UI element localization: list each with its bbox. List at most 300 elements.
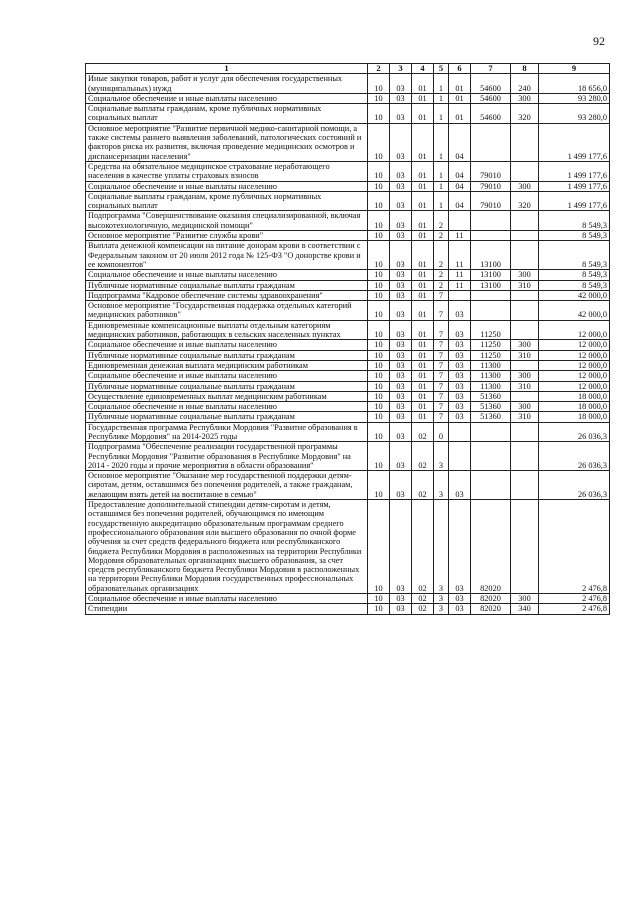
expense-type-code-cell	[511, 123, 539, 161]
table-row	[86, 211, 610, 231]
column-header-9: 9	[539, 64, 610, 74]
event-code-cell: 01	[449, 104, 471, 124]
subprogram-code-cell: 7	[434, 402, 449, 412]
expense-type-code-cell: 310	[511, 381, 539, 391]
column-header-7: 7	[471, 64, 511, 74]
pr-code-cell: 03	[390, 301, 412, 321]
expense-type-code-cell	[511, 422, 539, 442]
pr-code-cell: 03	[390, 211, 412, 231]
amount-cell: 12 000,0	[539, 371, 610, 381]
amount-cell: 2 476,8	[539, 594, 610, 604]
event-code-cell	[449, 442, 471, 471]
program-code-cell: 02	[412, 594, 434, 604]
event-code-cell: 03	[449, 301, 471, 321]
program-code-cell: 01	[412, 74, 434, 94]
amount-cell: 8 549,3	[539, 270, 610, 280]
amount-cell: 2 476,8	[539, 604, 610, 614]
subprogram-code-cell: 1	[434, 161, 449, 181]
program-code-cell: 01	[412, 381, 434, 391]
event-code-cell	[449, 211, 471, 231]
direction-code-cell: 82020	[471, 604, 511, 614]
rz-code-cell: 10	[368, 74, 390, 94]
direction-code-cell: 11250	[471, 350, 511, 360]
program-code-cell: 01	[412, 280, 434, 290]
program-code-cell: 01	[412, 191, 434, 211]
table-row	[86, 320, 610, 340]
amount-cell: 1 499 177,6	[539, 123, 610, 161]
rz-code-cell: 10	[368, 231, 390, 241]
table-row	[86, 350, 610, 360]
table-header-row	[86, 64, 610, 74]
subprogram-code-cell: 2	[434, 270, 449, 280]
expense-type-code-cell	[511, 500, 539, 594]
pr-code-cell: 03	[390, 320, 412, 340]
pr-code-cell: 03	[390, 191, 412, 211]
amount-cell: 42 000,0	[539, 301, 610, 321]
pr-code-cell: 03	[390, 231, 412, 241]
expense-type-code-cell: 310	[511, 412, 539, 422]
row-name-cell: Публичные нормативные социальные выплаты гражданам	[86, 280, 368, 290]
program-code-cell: 01	[412, 350, 434, 360]
table-row	[86, 280, 610, 290]
expense-type-code-cell: 300	[511, 270, 539, 280]
rz-code-cell: 10	[368, 381, 390, 391]
pr-code-cell: 03	[390, 161, 412, 181]
amount-cell: 18 656,0	[539, 74, 610, 94]
expense-type-code-cell	[511, 320, 539, 340]
column-header-6: 6	[449, 64, 471, 74]
direction-code-cell	[471, 290, 511, 300]
program-code-cell: 01	[412, 412, 434, 422]
pr-code-cell: 03	[390, 241, 412, 270]
table-row	[86, 340, 610, 350]
expense-type-code-cell: 320	[511, 104, 539, 124]
rz-code-cell: 10	[368, 123, 390, 161]
subprogram-code-cell: 3	[434, 442, 449, 471]
expense-type-code-cell: 300	[511, 93, 539, 103]
pr-code-cell: 03	[390, 104, 412, 124]
rz-code-cell: 10	[368, 594, 390, 604]
table-row	[86, 594, 610, 604]
amount-cell: 26 036,3	[539, 442, 610, 471]
row-name-cell: Предоставление дополнительной стипендии детям-сиротам и детям, оставшимся без попечения родителей, обучающимся по имеющим государственную аккредитацию образовательным программам среднего профессионального образования или высшего образования по очной форме обучения за счет средств федерального бюджета или республиканского бюджета Республики Мордовия в расположенных на территории Республики Мордовия образовательных организациях высшего образования, за счет средств республиканского бюджета Республики Мордовия в расположенных на территории Республики Мордовия государственных профессиональных образовательных организациях	[86, 500, 368, 594]
subprogram-code-cell: 3	[434, 594, 449, 604]
table-row	[86, 442, 610, 471]
amount-cell: 2 476,8	[539, 500, 610, 594]
column-header-8: 8	[511, 64, 539, 74]
expense-type-code-cell: 310	[511, 350, 539, 360]
amount-cell: 1 499 177,6	[539, 191, 610, 211]
rz-code-cell: 10	[368, 301, 390, 321]
event-code-cell: 04	[449, 181, 471, 191]
event-code-cell: 03	[449, 371, 471, 381]
column-header-1: 1	[86, 64, 368, 74]
pr-code-cell: 03	[390, 74, 412, 94]
expense-type-code-cell: 240	[511, 74, 539, 94]
direction-code-cell: 51360	[471, 412, 511, 422]
amount-cell: 8 549,3	[539, 231, 610, 241]
pr-code-cell: 03	[390, 181, 412, 191]
row-name-cell: Социальное обеспечение и иные выплаты населению	[86, 93, 368, 103]
event-code-cell: 04	[449, 161, 471, 181]
amount-cell: 1 499 177,6	[539, 161, 610, 181]
row-name-cell: Социальное обеспечение и иные выплаты населению	[86, 181, 368, 191]
amount-cell: 12 000,0	[539, 350, 610, 360]
subprogram-code-cell: 7	[434, 340, 449, 350]
program-code-cell: 01	[412, 211, 434, 231]
rz-code-cell: 10	[368, 270, 390, 280]
row-name-cell: Иные закупки товаров, работ и услуг для обеспечения государственных (муниципальных) нужд	[86, 74, 368, 94]
program-code-cell: 02	[412, 604, 434, 614]
pr-code-cell: 03	[390, 350, 412, 360]
table-row	[86, 391, 610, 401]
pr-code-cell: 03	[390, 500, 412, 594]
program-code-cell: 01	[412, 270, 434, 280]
subprogram-code-cell: 2	[434, 231, 449, 241]
rz-code-cell: 10	[368, 350, 390, 360]
subprogram-code-cell: 3	[434, 500, 449, 594]
event-code-cell: 03	[449, 500, 471, 594]
program-code-cell: 01	[412, 301, 434, 321]
amount-cell: 1 499 177,6	[539, 181, 610, 191]
table-row	[86, 381, 610, 391]
pr-code-cell: 03	[390, 422, 412, 442]
row-name-cell: Выплата денежной компенсации на питание донорам крови в соответствии с Федеральным законом от 20 июля 2012 года № 125-ФЗ "О донорстве крови и ее компонентов"	[86, 241, 368, 270]
amount-cell: 12 000,0	[539, 340, 610, 350]
event-code-cell: 03	[449, 320, 471, 340]
table-row	[86, 93, 610, 103]
amount-cell: 12 000,0	[539, 360, 610, 370]
amount-cell: 93 280,0	[539, 93, 610, 103]
rz-code-cell: 10	[368, 422, 390, 442]
subprogram-code-cell: 7	[434, 360, 449, 370]
expense-type-code-cell: 300	[511, 340, 539, 350]
amount-cell: 8 549,3	[539, 241, 610, 270]
amount-cell: 93 280,0	[539, 104, 610, 124]
amount-cell: 18 000,0	[539, 402, 610, 412]
event-code-cell: 11	[449, 270, 471, 280]
event-code-cell: 03	[449, 471, 471, 500]
event-code-cell: 03	[449, 381, 471, 391]
pr-code-cell: 03	[390, 412, 412, 422]
program-code-cell: 02	[412, 442, 434, 471]
rz-code-cell: 10	[368, 442, 390, 471]
program-code-cell: 02	[412, 422, 434, 442]
subprogram-code-cell: 7	[434, 412, 449, 422]
row-name-cell: Социальное обеспечение и иные выплаты населению	[86, 402, 368, 412]
pr-code-cell: 03	[390, 471, 412, 500]
expense-type-code-cell	[511, 442, 539, 471]
table-row	[86, 360, 610, 370]
program-code-cell: 01	[412, 402, 434, 412]
table-row	[86, 231, 610, 241]
direction-code-cell: 82020	[471, 500, 511, 594]
subprogram-code-cell: 7	[434, 301, 449, 321]
column-header-4: 4	[412, 64, 434, 74]
subprogram-code-cell: 0	[434, 422, 449, 442]
subprogram-code-cell: 1	[434, 123, 449, 161]
rz-code-cell: 10	[368, 191, 390, 211]
direction-code-cell	[471, 422, 511, 442]
rz-code-cell: 10	[368, 371, 390, 381]
event-code-cell: 03	[449, 391, 471, 401]
table-row	[86, 161, 610, 181]
program-code-cell: 01	[412, 241, 434, 270]
program-code-cell: 01	[412, 391, 434, 401]
amount-cell: 26 036,3	[539, 471, 610, 500]
pr-code-cell: 03	[390, 604, 412, 614]
event-code-cell: 11	[449, 231, 471, 241]
event-code-cell: 03	[449, 350, 471, 360]
direction-code-cell: 13100	[471, 241, 511, 270]
expense-type-code-cell	[511, 471, 539, 500]
amount-cell: 18 000,0	[539, 412, 610, 422]
table-row	[86, 123, 610, 161]
table-row	[86, 301, 610, 321]
row-name-cell: Социальные выплаты гражданам, кроме публичных нормативных социальных выплат	[86, 104, 368, 124]
direction-code-cell: 11250	[471, 340, 511, 350]
row-name-cell: Средства на обязательное медицинское страхование неработающего населения в качестве уплаты страховых взносов	[86, 161, 368, 181]
row-name-cell: Стипендии	[86, 604, 368, 614]
rz-code-cell: 10	[368, 500, 390, 594]
row-name-cell: Социальное обеспечение и иные выплаты населению	[86, 270, 368, 280]
row-name-cell: Подпрограмма "Совершенствование оказания специализированной, включая высокотехнологичную, медицинской помощи"	[86, 211, 368, 231]
pr-code-cell: 03	[390, 402, 412, 412]
pr-code-cell: 03	[390, 123, 412, 161]
rz-code-cell: 10	[368, 320, 390, 340]
table-row	[86, 74, 610, 94]
row-name-cell: Социальное обеспечение и иные выплаты населению	[86, 371, 368, 381]
program-code-cell: 01	[412, 371, 434, 381]
expense-type-code-cell	[511, 391, 539, 401]
direction-code-cell: 11300	[471, 371, 511, 381]
expense-type-code-cell	[511, 360, 539, 370]
subprogram-code-cell: 2	[434, 211, 449, 231]
direction-code-cell: 82020	[471, 594, 511, 604]
subprogram-code-cell: 7	[434, 350, 449, 360]
expense-type-code-cell	[511, 241, 539, 270]
column-header-2: 2	[368, 64, 390, 74]
rz-code-cell: 10	[368, 391, 390, 401]
program-code-cell: 02	[412, 471, 434, 500]
direction-code-cell: 13100	[471, 280, 511, 290]
pr-code-cell: 03	[390, 381, 412, 391]
event-code-cell	[449, 422, 471, 442]
expense-type-code-cell	[511, 211, 539, 231]
column-header-5: 5	[434, 64, 449, 74]
subprogram-code-cell: 1	[434, 93, 449, 103]
expense-type-code-cell: 300	[511, 594, 539, 604]
rz-code-cell: 10	[368, 104, 390, 124]
row-name-cell: Социальное обеспечение и иные выплаты населению	[86, 594, 368, 604]
event-code-cell: 03	[449, 402, 471, 412]
amount-cell: 8 549,3	[539, 211, 610, 231]
event-code-cell: 04	[449, 123, 471, 161]
direction-code-cell	[471, 301, 511, 321]
row-name-cell: Государственная программа Республики Мордовия "Развитие образования в Республике Мордовия" на 2014-2025 годы	[86, 422, 368, 442]
direction-code-cell: 51360	[471, 391, 511, 401]
pr-code-cell: 03	[390, 280, 412, 290]
row-name-cell: Единовременные компенсационные выплаты отдельным категориям медицинских работников, работающих в сельских населенных пунктах	[86, 320, 368, 340]
rz-code-cell: 10	[368, 211, 390, 231]
program-code-cell: 01	[412, 320, 434, 340]
subprogram-code-cell: 3	[434, 604, 449, 614]
rz-code-cell: 10	[368, 181, 390, 191]
row-name-cell: Осуществление единовременных выплат медицинским работникам	[86, 391, 368, 401]
program-code-cell: 01	[412, 340, 434, 350]
program-code-cell: 01	[412, 161, 434, 181]
table-row	[86, 500, 610, 594]
subprogram-code-cell: 7	[434, 290, 449, 300]
column-header-3: 3	[390, 64, 412, 74]
subprogram-code-cell: 1	[434, 104, 449, 124]
expense-type-code-cell: 320	[511, 191, 539, 211]
direction-code-cell: 13100	[471, 270, 511, 280]
pr-code-cell: 03	[390, 290, 412, 300]
row-name-cell: Основное мероприятие "Государственная поддержка отдельных категорий медицинских работников"	[86, 301, 368, 321]
direction-code-cell	[471, 471, 511, 500]
direction-code-cell: 79010	[471, 181, 511, 191]
event-code-cell	[449, 290, 471, 300]
pr-code-cell: 03	[390, 270, 412, 280]
rz-code-cell: 10	[368, 604, 390, 614]
event-code-cell: 03	[449, 360, 471, 370]
row-name-cell: Основное мероприятие "Развитие первичной медико-санитарной помощи, а также системы раннего выявления заболеваний, патологических состояний и факторов риска их развития, включая проведение медицинских осмотров и диспансеризации населения"	[86, 123, 368, 161]
table-row	[86, 422, 610, 442]
event-code-cell: 04	[449, 191, 471, 211]
table-row	[86, 371, 610, 381]
pr-code-cell: 03	[390, 594, 412, 604]
subprogram-code-cell: 3	[434, 471, 449, 500]
pr-code-cell: 03	[390, 93, 412, 103]
subprogram-code-cell: 1	[434, 181, 449, 191]
rz-code-cell: 10	[368, 93, 390, 103]
amount-cell: 12 000,0	[539, 320, 610, 340]
expense-type-code-cell: 340	[511, 604, 539, 614]
direction-code-cell: 11300	[471, 360, 511, 370]
program-code-cell: 01	[412, 290, 434, 300]
pr-code-cell: 03	[390, 371, 412, 381]
row-name-cell: Подпрограмма "Обеспечение реализации государственной программы Республики Мордовия "Развитие образования в Республике Мордовия" на 2014 - 2020 годы и прочие мероприятия в области образования"	[86, 442, 368, 471]
subprogram-code-cell: 7	[434, 381, 449, 391]
table-row	[86, 471, 610, 500]
direction-code-cell	[471, 231, 511, 241]
direction-code-cell: 54600	[471, 104, 511, 124]
amount-cell: 26 036,3	[539, 422, 610, 442]
row-name-cell: Социальные выплаты гражданам, кроме публичных нормативных социальных выплат	[86, 191, 368, 211]
subprogram-code-cell: 1	[434, 191, 449, 211]
event-code-cell: 01	[449, 93, 471, 103]
direction-code-cell	[471, 211, 511, 231]
expense-type-code-cell	[511, 231, 539, 241]
program-code-cell: 02	[412, 500, 434, 594]
program-code-cell: 01	[412, 231, 434, 241]
table-body	[86, 74, 610, 614]
direction-code-cell: 11250	[471, 320, 511, 340]
row-name-cell: Основное мероприятие "Развитие службы крови"	[86, 231, 368, 241]
rz-code-cell: 10	[368, 360, 390, 370]
expense-type-code-cell: 300	[511, 402, 539, 412]
amount-cell: 18 000,0	[539, 391, 610, 401]
event-code-cell: 01	[449, 74, 471, 94]
event-code-cell: 03	[449, 412, 471, 422]
direction-code-cell	[471, 442, 511, 471]
rz-code-cell: 10	[368, 241, 390, 270]
subprogram-code-cell: 1	[434, 74, 449, 94]
row-name-cell: Подпрограмма "Кадровое обеспечение системы здравоохранения"	[86, 290, 368, 300]
expense-type-code-cell	[511, 161, 539, 181]
rz-code-cell: 10	[368, 471, 390, 500]
expense-type-code-cell: 300	[511, 371, 539, 381]
table-row	[86, 191, 610, 211]
subprogram-code-cell: 7	[434, 391, 449, 401]
subprogram-code-cell: 2	[434, 241, 449, 270]
rz-code-cell: 10	[368, 161, 390, 181]
event-code-cell: 11	[449, 241, 471, 270]
rz-code-cell: 10	[368, 412, 390, 422]
direction-code-cell: 11300	[471, 381, 511, 391]
direction-code-cell: 79010	[471, 161, 511, 181]
pr-code-cell: 03	[390, 360, 412, 370]
table-row	[86, 412, 610, 422]
rz-code-cell: 10	[368, 402, 390, 412]
pr-code-cell: 03	[390, 442, 412, 471]
direction-code-cell: 54600	[471, 74, 511, 94]
table-row	[86, 241, 610, 270]
direction-code-cell: 79010	[471, 191, 511, 211]
table-row	[86, 402, 610, 412]
pr-code-cell: 03	[390, 340, 412, 350]
event-code-cell: 03	[449, 604, 471, 614]
event-code-cell: 03	[449, 340, 471, 350]
row-name-cell: Единовременная денежная выплата медицинским работникам	[86, 360, 368, 370]
expense-type-code-cell	[511, 290, 539, 300]
table-row	[86, 181, 610, 191]
amount-cell: 42 000,0	[539, 290, 610, 300]
pr-code-cell: 03	[390, 391, 412, 401]
subprogram-code-cell: 7	[434, 371, 449, 381]
row-name-cell: Основное мероприятие "Оказание мер государственной поддержки детям-сиротам, детям, оставшимся без попечения родителей, а также гражданам, желающим взять детей на воспитание в семью"	[86, 471, 368, 500]
table-row	[86, 104, 610, 124]
event-code-cell: 11	[449, 280, 471, 290]
direction-code-cell: 54600	[471, 93, 511, 103]
expense-type-code-cell: 300	[511, 181, 539, 191]
program-code-cell: 01	[412, 181, 434, 191]
page-number: 92	[593, 34, 605, 48]
row-name-cell: Публичные нормативные социальные выплаты гражданам	[86, 412, 368, 422]
subprogram-code-cell: 7	[434, 320, 449, 340]
program-code-cell: 01	[412, 93, 434, 103]
table-row	[86, 270, 610, 280]
table-row	[86, 290, 610, 300]
rz-code-cell: 10	[368, 340, 390, 350]
table-row	[86, 604, 610, 614]
amount-cell: 8 549,3	[539, 280, 610, 290]
budget-table	[85, 63, 610, 615]
program-code-cell: 01	[412, 360, 434, 370]
row-name-cell: Публичные нормативные социальные выплаты гражданам	[86, 350, 368, 360]
row-name-cell: Публичные нормативные социальные выплаты гражданам	[86, 381, 368, 391]
expense-type-code-cell	[511, 301, 539, 321]
row-name-cell: Социальное обеспечение и иные выплаты населению	[86, 340, 368, 350]
rz-code-cell: 10	[368, 280, 390, 290]
expense-type-code-cell: 310	[511, 280, 539, 290]
amount-cell: 12 000,0	[539, 381, 610, 391]
program-code-cell: 01	[412, 123, 434, 161]
program-code-cell: 01	[412, 104, 434, 124]
rz-code-cell: 10	[368, 290, 390, 300]
direction-code-cell	[471, 123, 511, 161]
